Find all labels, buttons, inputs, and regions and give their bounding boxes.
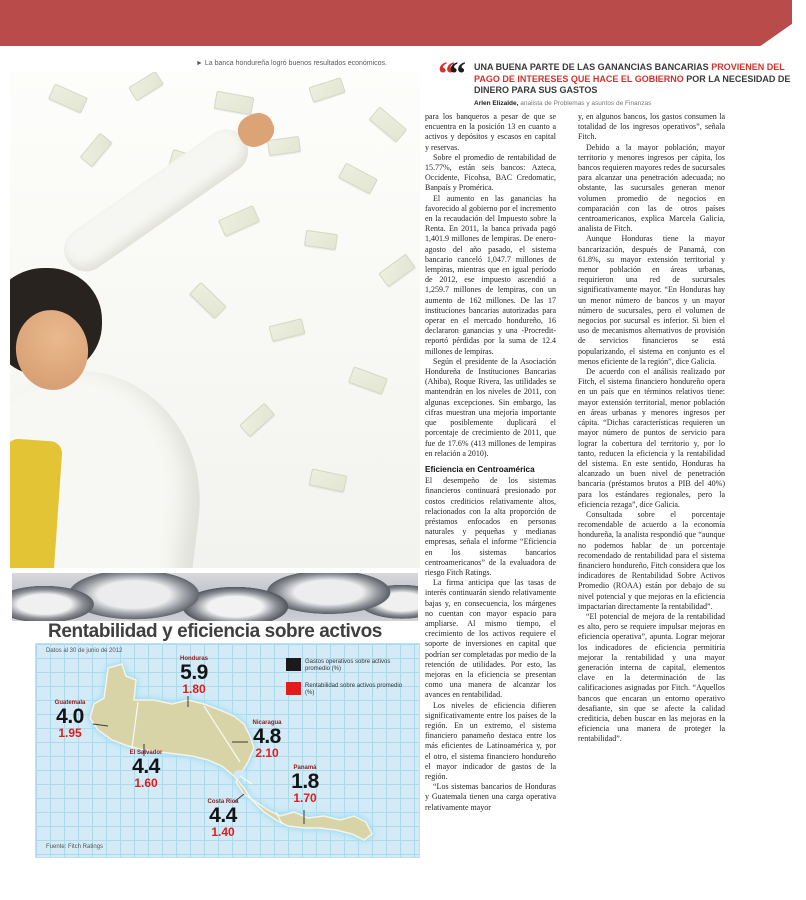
quote-icon: ““ <box>438 56 460 93</box>
paragraph: Sobre el promedio de rentabilidad de 15.77%, están seis bancos: Azteca, Occidente, Ficohsa, BAC Credomatic, Banpaís y Promérica. <box>425 152 556 193</box>
country-costa-rica <box>198 799 248 838</box>
red-swatch-icon <box>286 682 301 695</box>
banknote <box>348 366 388 394</box>
country-guatemala <box>44 700 96 739</box>
country-name: Panamá <box>293 765 317 771</box>
quote-attribution-role: analista de Problemas y asuntos de Finanzas <box>518 99 652 107</box>
paragraph: Consultada sobre el porcentaje recomendable de acuerdo a la economía hondureña, la analista respondió que “aunque no podemos hablar de un porcentaje recomendado de rentabilidad para el sistema financiero hondureño, Fitch considera que los indicadores de Rentabilidad Sobre Activos Promedio (ROAA) están por debajo de su nivel potencial y que mejoras en la eficiencia impactarían directamente la rentabilidad”. <box>578 509 725 611</box>
banknote <box>239 403 275 438</box>
paragraph: “El potencial de mejora de la rentabilidad es alto, pero se requiere impulsar mejoras en eficiencia operativa”, apunta. Lograr mejorar los indicadores de eficiencia permitiría mejorar la rentabilidad y una mayor generación interna de capital, elementos clave en la determinación de las calificaciones asignadas por Fitch. “Aquellos bancos que encaran un entorno operativo desafiante, sin que se afecte la calidad crediticia, deben buscar en las mejoras en la eficiencia una manera de proteger la rentabilidad”. <box>578 611 725 744</box>
map-legend <box>286 658 406 706</box>
quote-attribution-name: Arlen Elizalde, <box>474 99 519 107</box>
subheading: Eficiencia en Centroamérica <box>425 464 535 474</box>
country-rentabilidad-value: 1.70 <box>293 791 317 805</box>
banknote <box>80 133 113 168</box>
banknote <box>214 91 255 115</box>
data-note: Datos al 30 de junio de 2012 <box>46 648 123 654</box>
banknote <box>308 77 345 103</box>
paragraph: La firma anticipa que las tasas de interés continuarán siendo relativamente bajas y, en consecuencia, los márgenes no cuentan con mayor espacio para ampliarse. Al mismo tiempo, el crecimiento de los activos requiere el soporte de inversiones en capital que podrían ser completadas por medio de la retención de utilidades. Por esto, las mejoras en la eficiencia se presentan como una manera de alcanzar los avances en rentabilidad. <box>425 578 556 700</box>
quote-attribution <box>474 100 798 107</box>
country-panama <box>282 765 328 804</box>
country-gastos-value: 4.8 <box>253 725 281 748</box>
legend-item-rentabilidad <box>286 682 406 697</box>
quote-part-highlight: PROVIENEN DEL PAGO DE INTERESES QUE HACE EL GOBIERNO <box>474 62 785 84</box>
country-name: Guatemala <box>54 700 86 706</box>
country-honduras <box>166 656 222 695</box>
quote-part-1: UNA BUENA PARTE DE LAS GANANCIAS BANCARIAS <box>474 62 712 72</box>
coins-photo-strip <box>12 573 418 621</box>
infographic <box>12 573 418 858</box>
banknote <box>304 230 338 250</box>
map-panel <box>35 643 420 858</box>
country-nicaragua <box>241 720 293 759</box>
banknote <box>369 106 408 142</box>
article-photo <box>10 72 420 568</box>
country-rentabilidad-value: 2.10 <box>255 746 279 760</box>
person-raised-arm <box>55 121 256 280</box>
quote-part-3: POR LA NECESIDAD DE DINERO PARA SUS GASTOS <box>474 73 791 95</box>
banknote <box>128 72 164 101</box>
banknote <box>269 318 306 342</box>
banknote <box>309 468 348 492</box>
country-rentabilidad-value: 1.40 <box>211 825 235 839</box>
banknote <box>267 136 301 156</box>
photo-caption: ► La banca hondureña logró buenos resultados económicos. <box>196 60 387 67</box>
country-name: Costa Rica <box>207 799 239 805</box>
source-credit: Fuente: Fitch Ratings <box>46 844 104 850</box>
country-gastos-value: 5.9 <box>180 661 208 684</box>
legend-label: Rentabilidad sobre activos promedio (%) <box>305 683 403 696</box>
banknote <box>378 254 415 288</box>
legend-item-gastos <box>286 658 406 673</box>
article-column-2 <box>578 112 725 884</box>
paragraph: y, en algunos bancos, los gastos consumen la totalidad de los ingresos operativos”, señala Fitch. <box>578 112 725 142</box>
lake <box>234 770 246 778</box>
paragraph: Debido a la mayor población, mayor territorio y menores ingresos per cápita, los bancos requieren mayores redes de sucursales para alcanzar una penetración adecuada; no obstante, las sucursales generan menor volumen promedio de negocios en comparación con las de otros países centroamericanos, explica Marcela Galicia, analista de Fitch. <box>578 142 725 234</box>
paragraph: El desempeño de los sistemas financieros continuará presionado por costos crediticios relativamente altos, relacionados con la alta proporción de préstamos enfocados en personas naturales y pequeñas y medianas empresas, señala el informe “Eficiencia en los sistemas bancarios centroamericanos” de la evaluadora de riesgo Fitch Ratings. <box>425 476 556 577</box>
country-name: Honduras <box>179 656 208 662</box>
country-name: Nicaragua <box>252 720 282 726</box>
paragraph: Los niveles de eficiencia difieren significativamente entre los países de la región. En un extremo, el sistema financiero panameño destaca entre los más eficientes de Latinoamérica y, por el otro, el sistema financiero hondureño el mayor indicador de gastos de la región. <box>425 700 556 781</box>
paragraph: para los banqueros a pesar de que se encuentra en la posición 13 en cuanto a activos y depósitos y escasos en capital y reservas. <box>425 112 556 152</box>
country-rentabilidad-value: 1.80 <box>182 682 206 696</box>
country-rentabilidad-value: 1.95 <box>58 726 82 740</box>
banknote <box>218 205 260 237</box>
paragraph: El aumento en las ganancias ha favorecido al gobierno por el incremento en la recaudación del Impuesto sobre la Renta. En 2011, la banca privada pagó 1,401.9 millones de lempiras. De enero-agosto del año pasado, el sistema bancario canceló 1,047.7 millones de lempiras, mientras que en igual período de 2012, ese impuesto ascendió a 1,259.7 millones de lempiras, con un aumento de 162 millones. De las 17 instituciones bancarias autorizadas para operar en el mercado hondureño, 16 declararon ganancias y una -Procredit- reportó pérdidas por la suma de 12.4 millones de lempiras. <box>425 193 556 356</box>
legend-label: Gastos operativos sobre activos promedio (%) <box>305 659 391 672</box>
banknote <box>48 83 88 113</box>
country-name: El Salvador <box>129 750 163 756</box>
country-el-salvador <box>118 750 174 789</box>
country-gastos-value: 4.4 <box>132 755 160 778</box>
country-gastos-value: 4.0 <box>56 705 84 728</box>
banknote <box>338 163 378 195</box>
top-red-banner <box>0 0 792 46</box>
paragraph: De acuerdo con el análisis realizado por Fitch, el sistema financiero hondureño opera en un país que en términos relativos tiene: mayor extensión territorial, menor población en áreas urbanas y menores ingresos per cápita. “Dichas características requieren un mayor número de puntos de servicio para lograr la cobertura del territorio y, por lo tanto, reducen la eficiencia y la rentabilidad del sistema. En este sentido, Honduras ha alcanzado un buen nivel de penetración bancaria (préstamos brutos a PIB del 40%) para los estándares regionales, pero la eficiencia rezaga”, dice Galicia. <box>578 367 725 509</box>
country-gastos-value: 4.4 <box>209 804 237 827</box>
country-gastos-value: 1.8 <box>291 770 319 793</box>
infographic-title: Rentabilidad y eficiencia sobre activos <box>48 621 382 642</box>
paragraph: “Los sistemas bancarios de Honduras y Guatemala tienen una carga operativa relativamente mayor <box>425 782 556 812</box>
paragraph: Aunque Honduras tiene la mayor bancarización, después de Panamá, con 61.8%, su mayor extensión territorial y menor población en áreas urbanas, requirieron una red de sucursales significativamente mayor. “En Honduras hay un menor número de bancos y un mayor número de sucursales, pero el volumen de negocios por sucursal es inferior. Si bien el uso de mecanismos alternativos de provisión de servicios financieros se está popularizando, el sistema en conjunto es el menos eficiente de la región”, dice Galicia. <box>578 234 725 366</box>
yellow-object <box>10 438 63 568</box>
pull-quote <box>438 56 798 107</box>
country-rentabilidad-value: 1.60 <box>134 776 158 790</box>
banknote <box>189 282 227 319</box>
article-column-1 <box>425 112 556 884</box>
pull-quote-text <box>474 62 798 97</box>
black-swatch-icon <box>286 658 301 671</box>
paragraph: Según el presidente de la Asociación Hondureña de Instituciones Bancarias (Ahiba), Roque Rivera, las utilidades se mantendrán en los niveles de 2011, con algunas excepciones. Sin embargo, las cifras muestran una mejoría importante que posiblemente duplicará el porcentaje de crecimiento de 2011, que fue de 17.6% (413 millones de lempiras en relación a 2010). <box>425 356 556 458</box>
